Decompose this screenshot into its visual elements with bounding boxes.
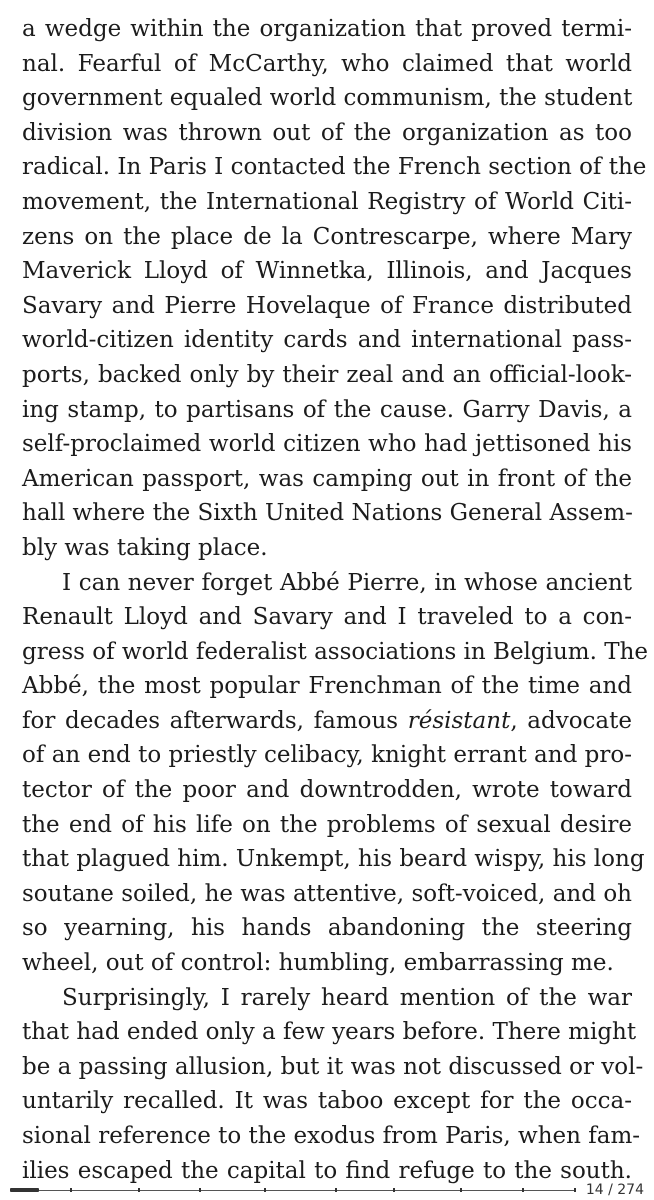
text-segment: , advocate: [510, 707, 632, 734]
progress-fill: [10, 1188, 39, 1192]
text-line: tector of the poor and downtrodden, wrote toward: [22, 777, 632, 804]
chapter-tick: [70, 1188, 72, 1192]
reader-footer: [0, 1180, 654, 1200]
text-line: self-proclaimed world citizen who had jettisoned his: [22, 431, 632, 458]
text-line: a wedge within the organization that proved termi-: [22, 16, 632, 42]
text-line: government equaled world communism, the student: [22, 85, 633, 112]
reading-progress-bar[interactable]: [10, 1188, 576, 1192]
text-line: movement, the International Registry of World Citi-: [22, 188, 632, 215]
text-line: radical. In Paris I contacted the French section of the: [22, 154, 647, 181]
text-line: zens on the place de la Contrescarpe, where Mary: [22, 223, 632, 250]
text-line: so yearning, his hands abandoning the steering: [22, 915, 632, 942]
text-line: untarily recalled. It was taboo except for the occa-: [22, 1088, 632, 1115]
text-line: the end of his life on the problems of sexual desire: [22, 811, 632, 838]
text-line: Maverick Lloyd of Winnetka, Illinois, and Jacques: [22, 258, 632, 285]
text-line: sional reference to the exodus from Paris, when fam-: [22, 1123, 641, 1149]
chapter-tick: [138, 1188, 140, 1192]
emphasized-word: résistant: [407, 707, 511, 734]
chapter-tick: [199, 1188, 201, 1192]
chapter-tick: [460, 1188, 462, 1192]
text-line: gress of world federalist associations in Belgium. The: [22, 638, 648, 665]
chapter-tick: [393, 1188, 395, 1192]
text-line: nal. Fearful of McCarthy, who claimed that world: [22, 50, 632, 77]
chapter-tick: [522, 1188, 524, 1192]
text-line: wheel, out of control: humbling, embarrassing me.: [22, 950, 614, 977]
text-line: of an end to priestly celibacy, knight errant and pro-: [22, 742, 632, 769]
text-line: [22, 704, 632, 739]
text-line: American passport, was camping out in front of the: [22, 465, 632, 492]
text-line: ing stamp, to partisans of the cause. Garry Davis, a: [22, 396, 632, 423]
reader-page-text: [22, 12, 648, 1188]
text-line: Savary and Pierre Hovelaque of France distributed: [22, 292, 632, 319]
text-line: Surprisingly, I rarely heard mention of the war: [62, 984, 632, 1011]
page-indicator: 14 / 274: [585, 1182, 644, 1198]
chapter-tick: [574, 1188, 576, 1192]
chapter-tick: [264, 1188, 266, 1192]
text-segment: for decades afterwards, famous: [22, 707, 408, 734]
chapter-tick: [335, 1188, 337, 1192]
text-line: hall where the Sixth United Nations General Assem-: [22, 500, 633, 527]
text-line: division was thrown out of the organization as too: [22, 119, 632, 146]
text-line: I can never forget Abbé Pierre, in whose ancient: [62, 569, 632, 596]
text-line: bly was taking place.: [22, 534, 268, 561]
text-line: Abbé, the most popular Frenchman of the time and: [22, 673, 632, 700]
text-line: ilies escaped the capital to find refuge to the south.: [22, 1157, 632, 1184]
text-line: ports, backed only by their zeal and an official-look-: [22, 361, 632, 388]
text-line: world-citizen identity cards and international pass-: [22, 327, 632, 354]
text-line: that plagued him. Unkempt, his beard wispy, his long: [22, 846, 645, 873]
text-line: Renault Lloyd and Savary and I traveled to a con-: [22, 604, 632, 631]
text-line: be a passing allusion, but it was not discussed or vol-: [22, 1053, 644, 1080]
text-line: that had ended only a few years before. There might: [22, 1019, 637, 1046]
text-line: soutane soiled, he was attentive, soft-voiced, and oh: [22, 880, 632, 907]
progress-track-line: [10, 1190, 576, 1191]
